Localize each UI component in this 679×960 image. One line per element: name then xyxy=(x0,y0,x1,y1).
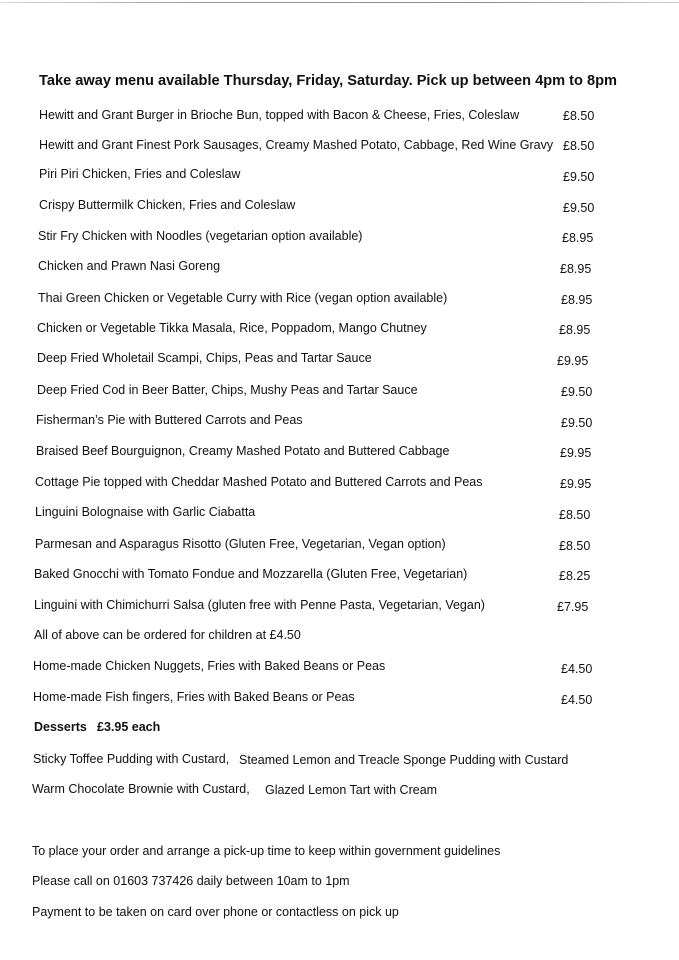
footer-order-info: To place your order and arrange a pick-up time to keep within government guidelines xyxy=(32,844,501,858)
menu-item-name: Stir Fry Chicken with Noodles (vegetarian option available) xyxy=(38,229,363,243)
menu-item-price: £8.95 xyxy=(559,323,591,337)
menu-item-price: £8.50 xyxy=(559,508,591,522)
menu-item-price: £9.95 xyxy=(560,446,592,460)
desserts-price: £3.95 each xyxy=(97,720,161,734)
menu-item-price: £9.50 xyxy=(563,201,595,215)
menu-item-name: Chicken and Prawn Nasi Goreng xyxy=(38,259,221,273)
menu-item-price: £9.50 xyxy=(563,170,595,184)
children-item-name: Home-made Fish fingers, Fries with Baked Beans or Peas xyxy=(33,690,355,704)
children-item-name: Home-made Chicken Nuggets, Fries with Baked Beans or Peas xyxy=(33,659,386,673)
menu-item-name: Piri Piri Chicken, Fries and Coleslaw xyxy=(39,167,241,181)
menu-item-name: Hewitt and Grant Finest Pork Sausages, Creamy Mashed Potato, Cabbage, Red Wine Gravy xyxy=(39,138,554,152)
footer-payment-info: Payment to be taken on card over phone or contactless on pick up xyxy=(32,905,399,919)
footer-phone-info: Please call on 01603 737426 daily between 10am to 1pm xyxy=(32,874,350,888)
children-note: All of above can be ordered for children at £4.50 xyxy=(34,628,301,642)
menu-item-name: Cottage Pie topped with Cheddar Mashed Potato and Buttered Carrots and Peas xyxy=(35,475,483,489)
menu-item-name: Linguini with Chimichurri Salsa (gluten free with Penne Pasta, Vegetarian, Vegan) xyxy=(34,598,485,612)
dessert-item: Warm Chocolate Brownie with Custard, xyxy=(32,782,250,796)
menu-title: Take away menu available Thursday, Friday, Saturday. Pick up between 4pm to 8pm xyxy=(39,73,617,89)
menu-item-name: Crispy Buttermilk Chicken, Fries and Coleslaw xyxy=(39,198,296,212)
children-item-price: £4.50 xyxy=(561,693,593,707)
dessert-item: Glazed Lemon Tart with Cream xyxy=(265,783,438,797)
dessert-item: Sticky Toffee Pudding with Custard, xyxy=(33,752,230,766)
menu-item-price: £9.50 xyxy=(561,416,593,430)
menu-item-name: Hewitt and Grant Burger in Brioche Bun, topped with Bacon & Cheese, Fries, Coleslaw xyxy=(39,108,520,122)
menu-item-price: £8.95 xyxy=(561,293,593,307)
menu-item-price: £8.50 xyxy=(563,139,595,153)
menu-item-price: £8.95 xyxy=(560,262,592,276)
dessert-item: Steamed Lemon and Treacle Sponge Pudding with Custard xyxy=(239,753,569,767)
menu-item-price: £8.25 xyxy=(559,569,591,583)
menu-item-name: Thai Green Chicken or Vegetable Curry with Rice (vegan option available) xyxy=(38,291,448,305)
menu-item-name: Braised Beef Bourguignon, Creamy Mashed Potato and Buttered Cabbage xyxy=(36,444,450,458)
top-rule xyxy=(0,2,679,3)
menu-item-price: £8.95 xyxy=(562,231,594,245)
menu-item-name: Deep Fried Cod in Beer Batter, Chips, Mushy Peas and Tartar Sauce xyxy=(37,383,418,397)
children-item-price: £4.50 xyxy=(561,662,593,676)
menu-item-price: £9.95 xyxy=(557,354,589,368)
menu-item-name: Fisherman’s Pie with Buttered Carrots and Peas xyxy=(36,413,303,427)
menu-item-price: £9.50 xyxy=(561,385,593,399)
menu-item-price: £9.95 xyxy=(560,477,592,491)
menu-item-price: £8.50 xyxy=(563,109,595,123)
menu-item-price: £7.95 xyxy=(557,600,589,614)
menu-item-name: Chicken or Vegetable Tikka Masala, Rice, Poppadom, Mango Chutney xyxy=(37,321,427,335)
menu-item-name: Parmesan and Asparagus Risotto (Gluten Free, Vegetarian, Vegan option) xyxy=(35,537,446,551)
menu-item-name: Deep Fried Wholetail Scampi, Chips, Peas and Tartar Sauce xyxy=(37,351,372,365)
menu-item-price: £8.50 xyxy=(559,539,591,553)
desserts-heading: Desserts xyxy=(34,720,87,734)
menu-item-name: Baked Gnocchi with Tomato Fondue and Mozzarella (Gluten Free, Vegetarian) xyxy=(34,567,468,581)
menu-item-name: Linguini Bolognaise with Garlic Ciabatta xyxy=(35,505,256,519)
